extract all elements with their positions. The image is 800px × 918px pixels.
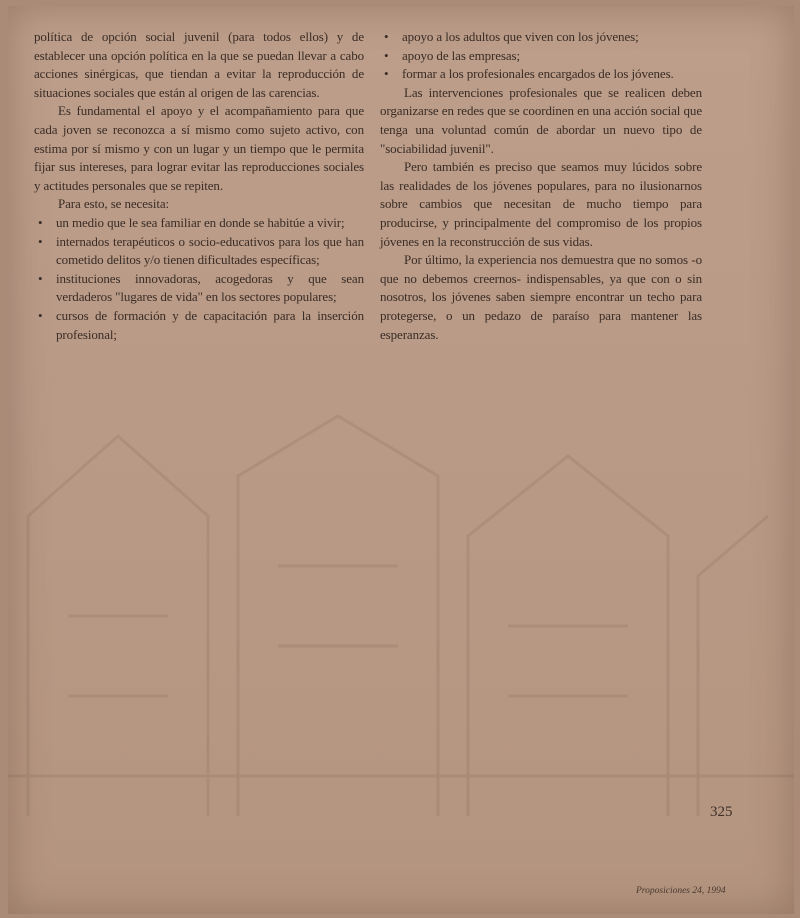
bullet-icon: • <box>384 29 389 44</box>
list-item <box>380 47 702 66</box>
bullet-icon: • <box>38 307 43 323</box>
paragraph: Pero también es preciso que seamos muy lúcidos sobre las realidades de los jóvenes populares, para no ilusionarnos sobre cambios que necesitan de mucho tiempo para producirse, y principalmente del compromiso de los propios jóvenes en la reconstrucción de sus vidas. <box>380 159 702 249</box>
background-watermark-graphic <box>8 396 794 836</box>
page-number: 325 <box>710 804 733 820</box>
bullet-icon: • <box>384 47 389 63</box>
bullet-icon: • <box>38 233 43 249</box>
document-page <box>8 6 794 914</box>
list-item-text: internados terapéuticos o socio-educativos para los que han cometido delitos y/o tienen dificultades específicas; <box>56 233 364 268</box>
left-column <box>34 28 364 344</box>
list-item <box>34 307 364 344</box>
paragraph: Es fundamental el apoyo y el acompañamiento para que cada joven se reconozca a sí mismo como sujeto activo, con estima por sí mismo y con un lugar y un tiempo que le permita fijar sus intereses, para lograr evitar las reproducciones sociales y actitudes personales que se repiten. <box>34 103 364 193</box>
page-footer: Proposiciones 24, 1994 <box>636 886 726 896</box>
list-item-text: apoyo de las empresas; <box>402 47 521 63</box>
list-item <box>380 28 702 47</box>
list-item-text: formar a los profesionales encargados de los jóvenes. <box>402 66 674 82</box>
bullet-icon: • <box>38 214 43 230</box>
list-item <box>34 270 364 307</box>
list-item <box>380 65 702 84</box>
list-item <box>34 214 364 233</box>
bullet-icon: • <box>38 270 43 286</box>
bullet-list <box>380 28 702 84</box>
list-intro: Para esto, se necesita: <box>58 196 170 212</box>
list-item-text: instituciones innovadoras, acogedoras y que sean verdaderos "lugares de vida" en los sectores populares; <box>56 270 364 305</box>
bullet-icon: • <box>384 66 389 82</box>
list-item <box>34 233 364 270</box>
list-item-text: un medio que le sea familiar en donde se habitúe a vivir; <box>56 214 345 230</box>
paragraph: Por último, la experiencia nos demuestra que no somos -o que no debemos creernos- indispensables, ya que con o sin nosotros, los jóvenes saben siempre encontrar un techo para protegerse, o un pedazo de paraíso para mantener las esperanzas. <box>380 252 702 342</box>
list-item-text: cursos de formación y de capacitación para la inserción profesional; <box>56 307 364 342</box>
list-item-text: apoyo a los adultos que viven con los jóvenes; <box>402 29 639 44</box>
right-column <box>380 28 702 344</box>
paragraph: Las intervenciones profesionales que se realicen deben organizarse en redes que se coordinen en una acción social que tenga una voluntad común de abordar un nuevo tipo de "sociabilidad juvenil". <box>380 84 702 156</box>
paragraph: política de opción social juvenil (para todos ellos) y de establecer una opción política en la que se puedan llevar a cabo acciones sinérgicas, que tiendan a evitar la reproducción de situaciones sociales que están al origen de las carencias. <box>34 29 364 100</box>
bullet-list <box>34 214 364 344</box>
